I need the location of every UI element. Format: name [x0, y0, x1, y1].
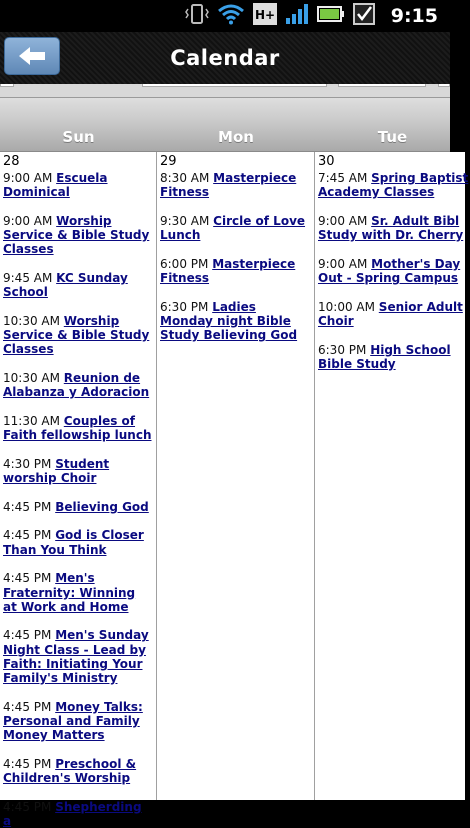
day-column-sun	[0, 152, 157, 828]
event-time: 8:30 AM	[160, 171, 210, 185]
calendar-nav-band	[0, 98, 450, 122]
event-link[interactable]: Masterpiece Fitness	[160, 256, 296, 286]
event-link[interactable]: KC Sunday School	[3, 271, 128, 300]
list-item	[3, 700, 153, 743]
clock: 9:15	[390, 5, 438, 27]
event-link[interactable]: Shepherding a	[3, 799, 142, 828]
event-time: 4:45 PM	[3, 699, 52, 714]
event-link[interactable]: Believing God	[55, 499, 149, 514]
signal-icon	[285, 3, 309, 29]
list-item	[318, 300, 462, 328]
checkbox-notification-icon	[353, 3, 375, 29]
list-item	[3, 528, 153, 556]
day-header-row	[0, 122, 450, 152]
wifi-icon	[217, 3, 245, 29]
event-time: 4:45 PM	[3, 799, 52, 814]
day-column-mon	[157, 152, 315, 800]
list-item	[3, 214, 153, 257]
event-time: 4:30 PM	[3, 456, 52, 471]
event-time: 11:30 AM	[3, 413, 60, 428]
list-item	[3, 457, 153, 485]
list-item	[3, 628, 153, 685]
event-time: 4:45 PM	[3, 528, 52, 543]
event-link[interactable]: Sr. Adult Bibl	[371, 213, 460, 228]
event-link[interactable]: Bible Study	[318, 356, 396, 371]
list-item	[318, 171, 469, 200]
event-time: 9:45 AM	[3, 271, 53, 286]
day-header-sun: Sun	[62, 128, 95, 146]
day-number: 29	[160, 154, 177, 169]
event-time: 6:00 PM	[160, 256, 209, 271]
toolbar-strip	[0, 84, 450, 98]
title-bar	[0, 32, 450, 84]
day-column-tue	[315, 152, 469, 800]
event-link[interactable]: Academy Classes	[318, 185, 435, 200]
list-item	[3, 171, 153, 199]
list-item	[318, 343, 462, 371]
event-link[interactable]: Preschool & Children's Worship	[3, 756, 137, 786]
day-number: 30	[318, 154, 335, 169]
list-item	[3, 271, 153, 299]
event-link[interactable]: Spring Baptist	[371, 171, 469, 185]
day-number: 28	[3, 154, 20, 169]
event-link[interactable]: Money Talks: Personal and Family Money Matters	[3, 699, 143, 743]
list-item	[3, 500, 153, 514]
event-time: 6:30 PM	[160, 299, 209, 314]
event-time: 4:45 PM	[3, 499, 52, 514]
event-time: 9:30 AM	[160, 213, 210, 228]
event-time: 9:00 AM	[3, 171, 53, 185]
day-header-mon: Mon	[218, 128, 254, 146]
arrow-left-icon	[17, 45, 47, 67]
list-item	[3, 414, 153, 442]
event-time: 9:00 AM	[3, 213, 53, 228]
event-link[interactable]: Worship Service & Bible Study Classes	[3, 313, 150, 357]
page-title: Calendar	[170, 46, 280, 70]
event-link[interactable]: Ladies Monday night Bible Study Believing God	[160, 299, 298, 343]
event-link[interactable]: Choir	[318, 313, 354, 328]
event-time: 10:30 AM	[3, 371, 60, 386]
event-time: 10:30 AM	[3, 313, 60, 328]
event-link[interactable]: Mother's Day	[371, 256, 461, 271]
list-item	[318, 214, 462, 242]
list-item	[160, 300, 311, 343]
day-header-tue: Tue	[377, 128, 408, 146]
event-link[interactable]: High School	[370, 342, 451, 357]
event-link[interactable]: God is Closer Than You Think	[3, 528, 144, 557]
list-item	[3, 800, 153, 828]
status-bar	[0, 0, 450, 32]
list-item	[3, 314, 153, 357]
event-link[interactable]: Escuela Dominical	[3, 171, 108, 200]
network-type-label: H+	[254, 8, 275, 22]
event-time: 4:45 PM	[3, 628, 52, 643]
list-item	[3, 571, 153, 614]
event-time: 9:00 AM	[318, 213, 368, 228]
event-time: 9:00 AM	[318, 256, 368, 271]
vibrate-icon	[185, 3, 209, 29]
event-link[interactable]: Worship Service & Bible Study Classes	[3, 213, 150, 257]
event-link[interactable]: Masterpiece Fitness	[160, 171, 297, 200]
list-item	[160, 171, 311, 199]
event-time: 10:00 AM	[318, 299, 375, 314]
back-button[interactable]	[4, 37, 60, 75]
event-time: 7:45 AM	[318, 171, 368, 185]
event-time: 6:30 PM	[318, 342, 367, 357]
event-time: 4:45 PM	[3, 756, 52, 771]
event-link[interactable]: Senior Adult	[378, 299, 463, 314]
list-item	[318, 257, 462, 285]
event-link[interactable]: Men's Fraternity: Winning at Work and Home	[3, 571, 136, 614]
list-item	[160, 257, 311, 285]
event-link[interactable]: Study with Dr. Cherry	[318, 228, 464, 243]
event-link[interactable]: Out - Spring Campus	[318, 271, 459, 286]
event-link[interactable]: Men's Sunday Night Class - Lead by Faith: Initiating Your Family's Ministry	[3, 628, 149, 686]
list-item	[3, 371, 153, 399]
network-type-badge	[253, 3, 277, 29]
event-link[interactable]: Circle of Love Lunch	[160, 213, 306, 243]
battery-icon	[317, 3, 345, 29]
event-link[interactable]: Couples of Faith fellowship lunch	[3, 413, 152, 443]
calendar-grid	[0, 152, 469, 828]
list-item	[3, 757, 153, 785]
list-item	[160, 214, 311, 242]
event-link[interactable]: Student worship Choir	[3, 456, 110, 486]
event-link[interactable]: Reunion de Alabanza y Adoracion	[3, 371, 150, 400]
event-time: 4:45 PM	[3, 571, 52, 586]
